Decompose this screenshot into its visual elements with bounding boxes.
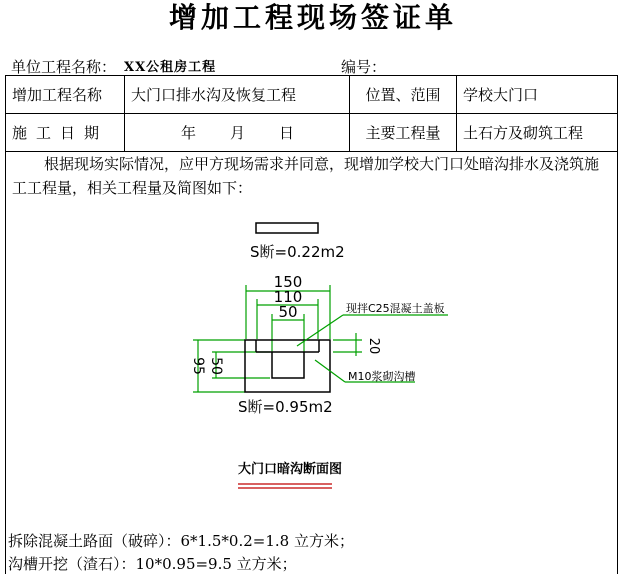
- main-quantity-label: 主要工程量: [350, 114, 457, 152]
- date-month: 月: [230, 124, 246, 142]
- quantity-line: 拆除混凝土路面（破碎）：6*1.5*0.2=1.8 立方米；: [8, 532, 354, 550]
- trench-section: [245, 340, 330, 392]
- callout-trench-text: M10浆砌沟槽: [348, 370, 416, 383]
- date-year: 年: [181, 124, 197, 142]
- project-name-label: 增加工程名称: [6, 76, 125, 114]
- location-label: 位置、范围: [350, 76, 457, 114]
- number-label: 编号：: [341, 58, 387, 76]
- form-title: 增加工程现场签证单: [168, 1, 457, 34]
- area-top-label: S断=0.22m2: [250, 243, 345, 261]
- dim-110: 110: [273, 288, 303, 306]
- date-day: 日: [279, 124, 295, 142]
- location-value: 学校大门口: [457, 76, 618, 114]
- quantity-line: 沟槽开挖（渣石）：10*0.95=9.5 立方米；: [8, 555, 297, 573]
- construction-date-label: 施工日期: [6, 114, 125, 152]
- area-bottom-label: S断=0.95m2: [238, 398, 333, 416]
- main-quantity-value: 土石方及砌筑工程: [457, 114, 618, 152]
- description-text: 根据现场实际情况，应甲方现场需求并同意，现增加学校大门口处暗沟排水及浇筑施工工程量，相关工程量及简图如下：: [12, 155, 600, 197]
- dim-50-vertical: 50: [208, 357, 224, 375]
- unit-name-label: 单位工程名称：: [11, 58, 117, 76]
- project-name-value: 大门口排水沟及恢复工程: [125, 76, 350, 114]
- dim-50: 50: [278, 303, 298, 321]
- dim-20: 20: [366, 337, 381, 355]
- figure-caption: 大门口暗沟断面图: [238, 462, 343, 477]
- road-slab-rect: [256, 223, 318, 233]
- unit-name-value: XX公租房工程: [124, 60, 217, 75]
- dim-150: 150: [273, 273, 303, 291]
- callout-cover-text: 现拌C25混凝土盖板: [346, 302, 445, 315]
- dim-95: 95: [190, 357, 206, 375]
